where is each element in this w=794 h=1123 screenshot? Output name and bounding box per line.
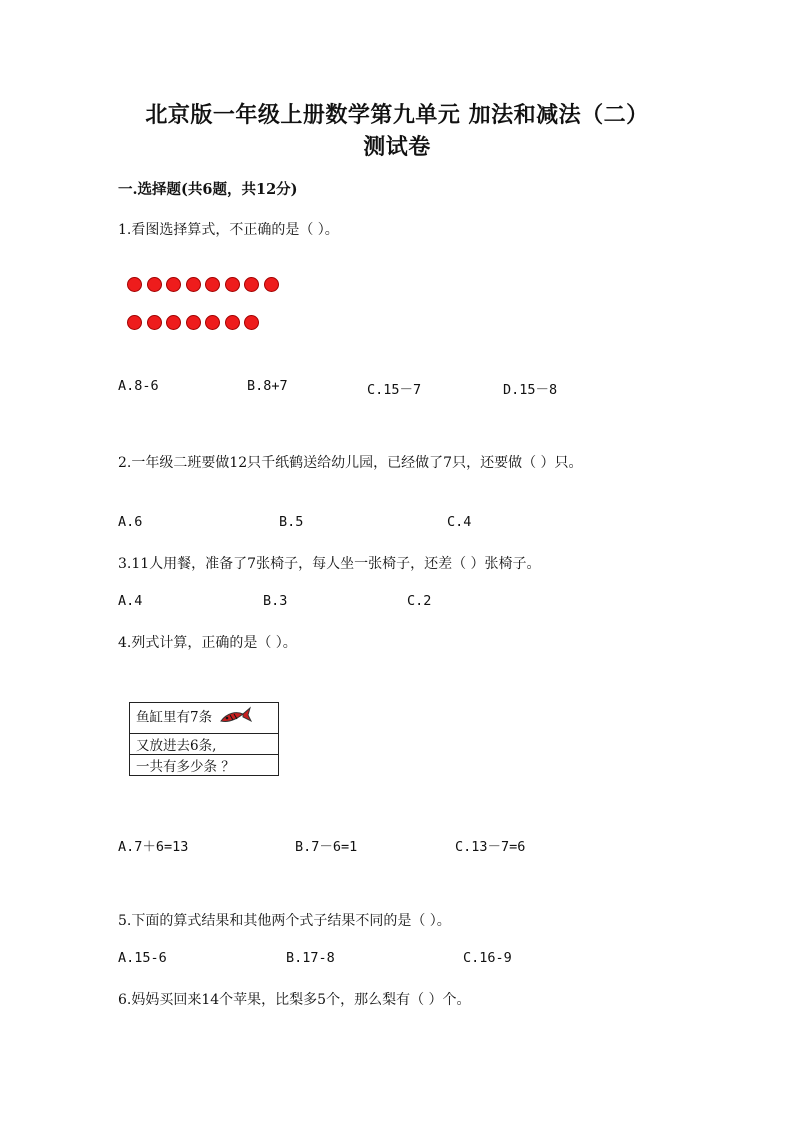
page-title: 北京版一年级上册数学第九单元 加法和减法（二）: [145, 102, 649, 128]
red-dot: [225, 277, 240, 292]
red-dot: [186, 277, 201, 292]
question-4: 4.列式计算，正确的是（ ）。: [118, 635, 297, 651]
red-dot: [205, 315, 220, 330]
q3-option-a[interactable]: A.4: [118, 593, 143, 609]
red-dot: [244, 315, 259, 330]
q3-option-b[interactable]: B.3: [263, 593, 288, 609]
q1-option-a[interactable]: A.8-6: [118, 378, 159, 394]
q3-option-c[interactable]: C.2: [407, 593, 432, 609]
q4-option-a[interactable]: A.7＋6=13: [118, 839, 189, 855]
table-cell: 又放进去6条,: [130, 734, 279, 755]
page-subtitle: 测试卷: [363, 134, 431, 160]
table-row: [130, 703, 279, 734]
question-6: 6.妈妈买回来14个苹果，比梨多5个，那么梨有（ ）个。: [118, 992, 471, 1008]
red-dot: [264, 277, 279, 292]
red-dot: [186, 315, 201, 330]
red-dot: [166, 315, 181, 330]
red-dot: [127, 277, 142, 292]
red-dot: [244, 277, 259, 292]
q1-option-c[interactable]: C.15－7: [367, 382, 422, 398]
section-heading: 一.选择题(共6题，共12分): [118, 181, 298, 198]
red-dot: [147, 277, 162, 292]
question-2: 2.一年级二班要做12只千纸鹤送给幼儿园，已经做了7只，还要做（ ）只。: [118, 455, 583, 471]
table-row: [130, 734, 279, 755]
question-3: 3.11人用餐，准备了7张椅子，每人坐一张椅子，还差（ ）张椅子。: [118, 556, 541, 572]
q5-option-b[interactable]: B.17-8: [286, 950, 335, 966]
table-row: [130, 755, 279, 776]
q2-option-c[interactable]: C.4: [447, 514, 472, 530]
q5-option-a[interactable]: A.15-6: [118, 950, 167, 966]
fish-problem-table: [129, 702, 279, 776]
q2-option-b[interactable]: B.5: [279, 514, 304, 530]
red-dot: [225, 315, 240, 330]
q5-option-c[interactable]: C.16-9: [463, 950, 512, 966]
q4-option-c[interactable]: C.13－7=6: [455, 839, 526, 855]
q4-option-b[interactable]: B.7－6=1: [295, 839, 358, 855]
fish-icon: [218, 705, 252, 731]
q2-option-a[interactable]: A.6: [118, 514, 143, 530]
fish-count-text: 鱼缸里有7条: [136, 709, 213, 726]
red-dot: [127, 315, 142, 330]
red-dot: [147, 315, 162, 330]
question-1: 1.看图选择算式，不正确的是（ ）。: [118, 222, 339, 238]
q1-option-b[interactable]: B.8+7: [247, 378, 288, 394]
question-5: 5.下面的算式结果和其他两个式子结果不同的是（ ）。: [118, 913, 451, 929]
table-cell: 一共有多少条 ？: [130, 755, 279, 776]
q1-option-d[interactable]: D.15－8: [503, 382, 558, 398]
red-dot: [205, 277, 220, 292]
red-dot: [166, 277, 181, 292]
